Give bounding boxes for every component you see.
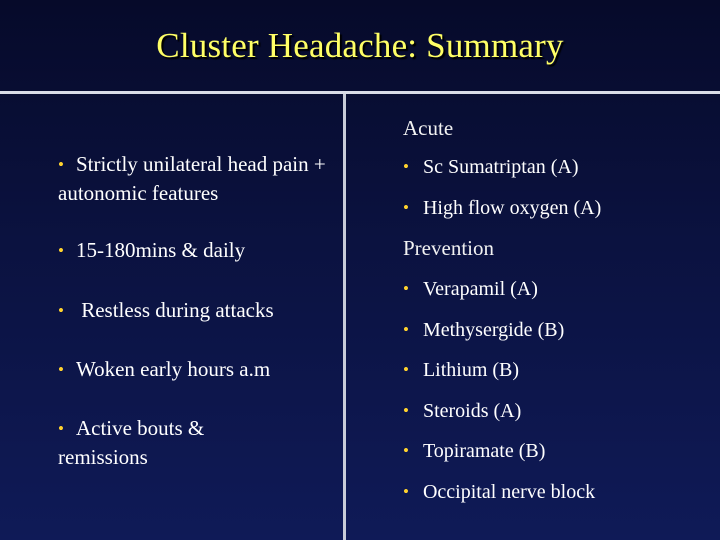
prevention-heading: Prevention	[403, 236, 494, 260]
acute-heading: Acute	[403, 116, 454, 140]
prevention-item	[403, 481, 595, 504]
bullet-icon: •	[403, 441, 409, 460]
bullet-icon: •	[403, 401, 409, 420]
bullet-icon: •	[403, 360, 409, 379]
bullet-icon: •	[403, 482, 409, 501]
bullet-icon: •	[58, 155, 64, 174]
title-divider	[0, 91, 720, 94]
feature-text: Active bouts & remissions	[58, 416, 205, 469]
prevention-item	[403, 400, 521, 423]
feature-item	[58, 414, 278, 472]
column-divider	[343, 94, 346, 540]
feature-item	[58, 150, 338, 208]
prevention-item-text: Methysergide (B)	[422, 319, 565, 341]
prevention-item-text: Topiramate (B)	[422, 440, 546, 462]
acute-item-text: Sc Sumatriptan (A)	[422, 156, 579, 178]
feature-text: Woken early hours a.m	[75, 357, 271, 381]
prevention-item-text: Lithium (B)	[422, 359, 520, 381]
acute-item	[403, 197, 601, 220]
bullet-icon: •	[403, 320, 409, 339]
slide-title: Cluster Headache: Summary	[156, 26, 564, 65]
bullet-icon: •	[58, 301, 64, 320]
acute-item	[403, 156, 578, 179]
prevention-item	[403, 359, 519, 382]
feature-item	[58, 296, 338, 325]
prevention-item	[403, 319, 564, 342]
prevention-item	[403, 278, 538, 301]
feature-text: Restless during attacks	[75, 298, 274, 322]
bullet-icon: •	[58, 419, 64, 438]
acute-item-text: High flow oxygen (A)	[422, 197, 602, 219]
prevention-item-text: Occipital nerve block	[422, 481, 596, 503]
bullet-icon: •	[58, 241, 64, 260]
feature-text: 15-180mins & daily	[75, 238, 246, 262]
bullet-icon: •	[58, 360, 64, 379]
feature-item	[58, 236, 338, 265]
bullet-icon: •	[403, 279, 409, 298]
bullet-icon: •	[403, 198, 409, 217]
bullet-icon: •	[403, 157, 409, 176]
prevention-item	[403, 440, 545, 463]
feature-item	[58, 355, 338, 384]
feature-text: Strictly unilateral head pain + autonomic features	[58, 152, 326, 205]
prevention-item-text: Steroids (A)	[422, 400, 522, 422]
prevention-item-text: Verapamil (A)	[422, 278, 538, 300]
